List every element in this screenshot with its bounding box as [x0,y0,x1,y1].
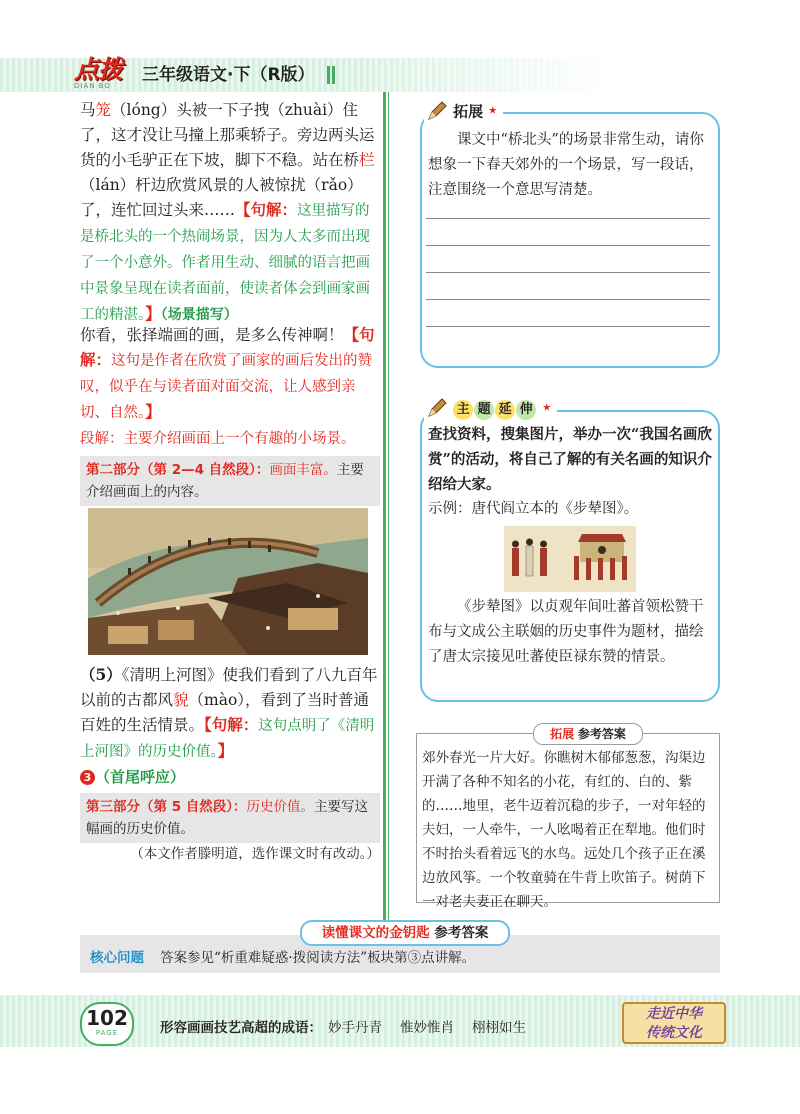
echo-label: （首尾呼应） [95,768,186,786]
paragraph-5 [80,662,380,765]
part-text: 主要介绍画面上的内容。 [86,462,364,500]
book-title: 三年级语文·下（R版） [142,65,315,85]
publisher-logo [74,56,136,96]
writing-line [426,326,710,327]
core-question-label: 核心问题 [90,950,144,966]
sentence-note: 这句是作者在欣赏了画家的画后发出的赞叹，似乎在与读者面对面交流，让人感到亲切、自然。 [80,353,373,421]
key-answer-label [300,920,506,944]
key-label-red: 读懂课文的金钥匙 [321,925,430,941]
theme-extension-title [424,397,557,420]
column-divider-thin [388,92,389,930]
pencil-icon [426,100,448,122]
idiom-item: 栩栩如生 [472,1020,526,1036]
logo-main-text: 点拨 [74,55,123,84]
pencil-icon [426,397,448,419]
culture-line-2: 传统文化 [646,1025,702,1041]
core-question-answer: 答案参见“析重难疑惑·拨阅读方法”板块第③点讲解。 [160,950,476,966]
paragraph-summary: 段解：主要介绍画面上一个有趣的小场景。 [80,431,356,447]
answer-label-red: 拓展 [550,727,575,741]
part-title: 第三部分（第 5 自然段）： [86,799,247,815]
logo-sub-text: DIAN BO [74,82,111,90]
title-char-chip: 延 [495,400,515,420]
key-answer-text [90,946,475,966]
text: （mào），看到了当时普通百姓的生活情景。 [80,691,370,734]
highlight-char: 笼 [95,101,112,119]
qingming-painting-image [88,508,368,655]
painting-svg [88,508,368,655]
idiom-line [160,1016,538,1036]
scene-description-tag: （场景描写） [160,307,238,323]
header-fade [340,58,800,92]
extension-title-text: 拓展 [453,102,484,121]
echo-note [80,766,380,787]
answer-label-rest: 参考答案 [577,727,626,741]
highlight-char: 貌 [173,691,189,709]
part-three-summary [80,793,380,843]
part-text: 主要写这幅画的历史价值。 [86,799,369,837]
title-bars-decoration [327,66,337,84]
paragraph-number: （5） [80,665,122,684]
sentence-note-tag-end: 】 [145,305,161,323]
column-divider [383,92,386,930]
page-word: PAGE [95,1029,119,1037]
highlight-char: 栏 [359,151,375,169]
text: 马 [80,101,96,119]
sentence-note: 这句点明了《清明上河图》的历史价值。 [80,718,375,760]
star-icon: ★ [542,402,552,414]
sentence-note-tag: 【句解： [204,716,259,734]
extension-prompt: 课文中“桥北头”的场景非常生动，请你想象一下春天郊外的一个场景，写一段话，注意围绕一个意思写清楚。 [428,132,704,198]
text: 你看，张择端画的画，是多么传神啊！ [80,326,344,344]
sentence-praise [80,323,380,426]
idiom-item: 惟妙惟肖 [400,1020,454,1036]
part-two-summary [80,456,380,506]
answer-label [533,723,643,745]
buniantu-painting-image [504,526,636,592]
buniantu-svg [504,526,636,592]
writing-line [426,299,710,300]
sentence-note-tag-end: 】 [145,403,161,421]
text: （lóng）头被一下子拽（zhuài）住了，这才没让马撞上那乘轿子。旁边两头运货的小毛驴正在下坡，脚下不稳。站在桥 [80,101,375,169]
culture-line-1: 走近中华 [646,1006,702,1022]
page-number-badge [80,1002,134,1046]
part-title: 第二部分（第 2—4 自然段）： [86,462,270,478]
writing-lines [426,218,710,353]
part-theme: 画面丰富。 [269,462,337,478]
title-char-chip: 伸 [516,400,536,420]
theme-task: 查找资料，搜集图片，举办一次“我国名画欣赏”的活动，将自己了解的有关名画的知识介绍给大家。 [428,426,712,493]
page-number: 102 [86,1006,128,1030]
part-theme: 历史价值。 [246,799,315,815]
sentence-note: 这里描写的是桥北头的一个热闹场景，因为人太多而出现了一个小意外。作者用生动、细腻的语言把画中景象呈现在读者面前，使读者体会到画家画工的精湛。 [80,203,370,323]
key-label-rest: 参考答案 [434,925,489,941]
idiom-item: 妙手丹青 [328,1020,382,1036]
sentence-note-tag: 【句解： [80,326,375,369]
theme-description: 《步辇图》以贞观年间吐蕃首领松赞干布与文成公主联姻的历史事件为题材，描绘了唐太宗接见吐蕃使臣禄东赞的情景。 [428,599,704,665]
writing-line [426,272,710,273]
idiom-label: 形容画画技艺高超的成语： [160,1020,322,1036]
text: 《清明上河图》使我们看到了八九百年以前的古都风 [80,666,378,709]
sentence-note-tag: 【句解： [235,201,298,219]
traditional-culture-badge [622,1002,726,1044]
sentence-note-tag-end: 】 [217,742,234,760]
writing-line [426,245,710,246]
circle-number-icon: 3 [80,770,95,785]
source-note: （本文作者滕明道，选作课文时有改动。） [130,846,380,862]
paragraph-4 [80,98,380,328]
star-icon: ★ [488,105,498,117]
title-char-chip: 题 [474,400,494,420]
text: （lán）杆边欣赏风景的人被惊扰（rǎo）了，连忙回过头来…… [80,176,363,219]
answer-text: 郊外春光一片大好。你瞧树木郁郁葱葱，沟渠边开满了各种不知名的小花，有红的、白的、紫的……地里，老牛迈着沉稳的步子，一对年轻的夫妇，一人牵牛，一人吆喝着正在犁地。他们时不时抬头看着远飞的水鸟。远处几个孩子正在溪边放风筝。一个牧童骑在牛背上吹笛子。树荫下一对老夫妻正在聊天。 [422,750,706,910]
title-char-chip: 主 [453,400,473,420]
extension-title [424,100,503,122]
writing-line [426,218,710,219]
theme-example: 示例：唐代阎立本的《步辇图》。 [428,501,639,517]
